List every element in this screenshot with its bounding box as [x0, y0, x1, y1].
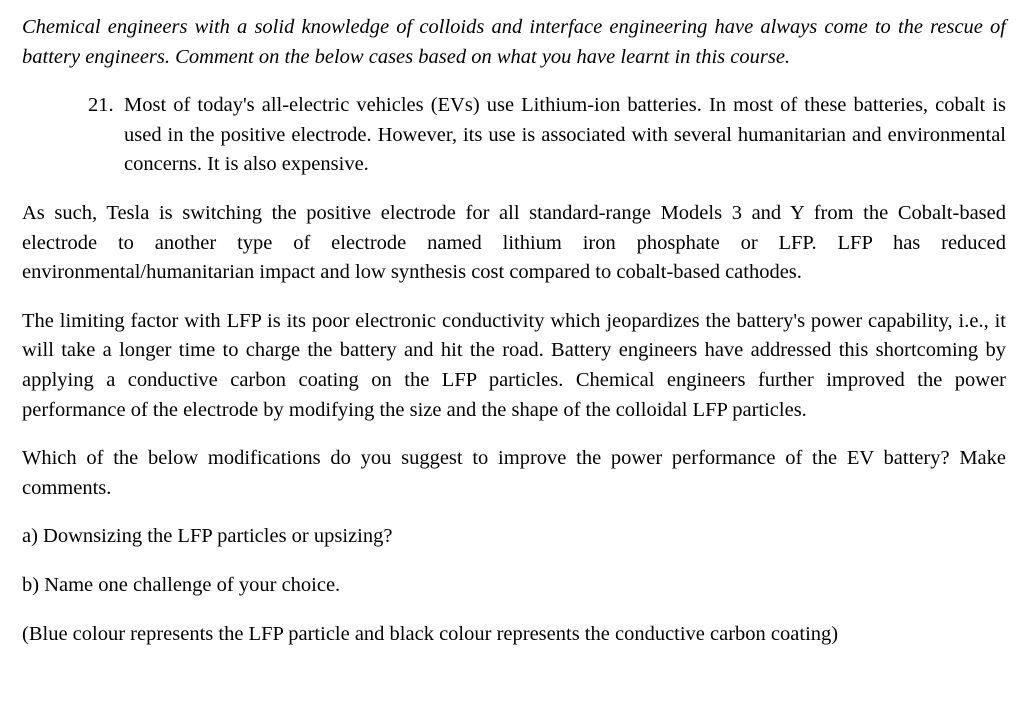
- intro-paragraph: Chemical engineers with a solid knowledge of colloids and interface engineering have always come to the rescue of battery engineers. Comment on the below cases based on what you have learnt in this course.: [22, 16, 1006, 68]
- document-page: [22, 13, 1006, 649]
- question-number: 21.: [88, 94, 114, 117]
- tesla-paragraph: As such, Tesla is switching the positive electrode for all standard-range Models 3 and Y from the Cobalt-based electrode to another type of electrode named lithium iron phosphate or LFP. LFP has reduced environmental/humanitarian impact and low synthesis cost compared to cobalt-based cathodes.: [22, 201, 1006, 284]
- question-list: [22, 91, 1006, 180]
- part-b-question: b) Name one challenge of your choice.: [22, 573, 341, 596]
- colour-note: (Blue colour represents the LFP particle and black colour represents the conductive carbon coating): [22, 622, 839, 645]
- part-a-question: a) Downsizing the LFP particles or upsizing?: [22, 525, 393, 548]
- prompt-paragraph: Which of the below modifications do you suggest to improve the power performance of the EV battery? Make comments.: [22, 447, 1006, 499]
- question-text: Most of today's all-electric vehicles (EVs) use Lithium-ion batteries. In most of these batteries, cobalt is used in the positive electrode. However, its use is associated with several humanitarian and environmental concerns. It is also expensive.: [124, 94, 1006, 176]
- list-item: [22, 91, 1006, 180]
- limiting-factor-paragraph: The limiting factor with LFP is its poor electronic conductivity which jeopardizes the battery's power capability, i.e., it will take a longer time to charge the battery and hit the road. Battery engineers have addressed this shortcoming by applying a conductive carbon coating on the LFP particles. Chemical engineers further improved the power performance of the electrode by modifying the size and the shape of the colloidal LFP particles.: [22, 309, 1006, 421]
